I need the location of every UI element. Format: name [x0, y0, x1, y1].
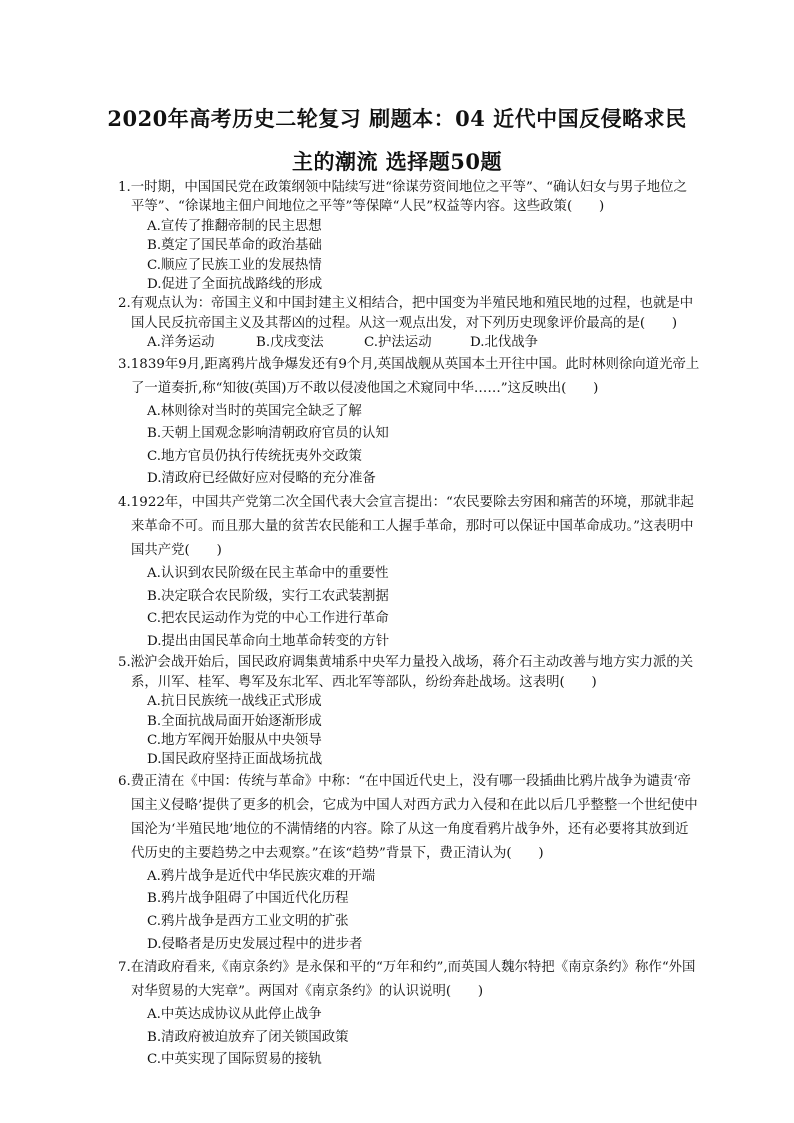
option-d: D.国民政府坚持正面战场抗战	[147, 752, 323, 768]
option-b: B.鸦片战争阻碍了中国近代化历程	[147, 891, 349, 907]
question-text: 6.费正清在《中国：传统与革命》中称：“在中国近代史上，没有哪一段插曲比鸦片战争为谴责‘帝国主义侵略’提供了更多的机会，它成为中国人对西方武力入侵和在此以后几乎整整一个世纪使中国沦为‘半殖民地’地位的不满情绪的内容。除了从这一角度看鸦片战争外，还有必要将其放到近代历史的主要趋势之中去观察。”在该“趋势”背景下，费正清认为( )	[118, 773, 698, 861]
option-c: C.地方军阀开始服从中央领导	[147, 733, 322, 749]
option-d: D.侵略者是历史发展过程中的进步者	[147, 936, 363, 952]
question-4	[118, 491, 700, 653]
question-2	[118, 294, 700, 352]
option-b: B.决定联合农民阶级，实行工农武装割据	[147, 588, 389, 604]
question-text: 4.1922年，中国共产党第二次全国代表大会宣言提出：“农民要除去穷困和痛苦的环境，那就非起来革命不可。而且那大量的贫苦农民能和工人握手革命，那时可以保证中国革命成功。”这表明中国共产党( )	[118, 495, 694, 559]
option-c: C.鸦片战争是西方工业文明的扩张	[147, 914, 349, 930]
option-c: C.顺应了民族工业的发展热情	[147, 257, 322, 273]
option-a: A.洋务运动	[147, 335, 215, 351]
document-title-line-1: 2020年高考历史二轮复习 刷题本：04 近代中国反侵略求民	[107, 106, 687, 131]
option-b: B.全面抗战局面开始逐渐形成	[147, 713, 322, 729]
question-text: 2.有观点认为：帝国主义和中国封建主义相结合，把中国变为半殖民地和殖民地的过程，也就是中国人民反抗帝国主义及其帮凶的过程。从这一观点出发，对下列历史现象评价最高的是( )	[118, 296, 694, 331]
option-b: B.清政府被迫放弃了闭关锁国政策	[147, 1029, 349, 1045]
question-5	[118, 653, 700, 769]
option-c: C.地方官员仍执行传统抚夷外交政策	[147, 448, 362, 464]
option-b: B.戊戌变法	[256, 335, 324, 351]
option-a: A.认识到农民阶级在民主革命中的重要性	[147, 566, 389, 582]
question-6	[118, 770, 700, 956]
question-text: 3.1839年9月,距离鸦片战争爆发还有9个月,英国战舰从英国本土开往中国。此时林则徐向道光帝上了一道奏折,称“知彼(英国)万不敢以侵凌他国之术窥同中华……”这反映出( )	[118, 356, 700, 396]
option-c: C.中英实现了国际贸易的接轨	[147, 1052, 322, 1068]
option-a: A.宣传了推翻帝制的民主思想	[147, 218, 322, 234]
option-d: D.北伐战争	[470, 335, 539, 351]
option-row	[118, 333, 700, 352]
question-1	[118, 178, 700, 294]
question-text: 7.在清政府看来,《南京条约》是永保和平的“万年和约”,而英国人魏尔特把《南京条约》称作“外国对华贸易的大宪章”。两国对《南京条约》的认识说明( )	[118, 960, 696, 1000]
option-d: D.提出由国民革命向土地革命转变的方针	[147, 633, 390, 649]
option-a: A.中英达成协议从此停止战争	[147, 1007, 322, 1023]
document-title-line-2: 主的潮流 选择题50题	[291, 149, 503, 174]
question-list	[118, 178, 700, 1072]
option-d: D.促进了全面抗战路线的形成	[147, 277, 323, 293]
option-a: A.林则徐对当时的英国完全缺乏了解	[147, 403, 362, 419]
option-a: A.抗日民族统一战线正式形成	[147, 694, 322, 710]
option-b: B.奠定了国民革命的政治基础	[147, 238, 322, 254]
option-a: A.鸦片战争是近代中华民族灾难的开端	[147, 868, 376, 884]
question-text: 1.一时期，中国国民党在政策纲领中陆续写进“徐谋劳资间地位之平等”、“确认妇女与男子地位之平等”、“徐谋地主佃户间地位之平等”等保障“人民”权益等内容。这些政策( )	[118, 180, 687, 215]
option-c: C.护法运动	[364, 335, 432, 351]
question-3	[118, 353, 700, 491]
question-text: 5.淞沪会战开始后，国民政府调集黄埔系中央军力量投入战场，蒋介石主动改善与地方实力派的关系，川军、桂军、粤军及东北军、西北军等部队，纷纷奔赴战场。这表明( )	[118, 655, 694, 690]
question-7	[118, 956, 700, 1072]
option-c: C.把农民运动作为党的中心工作进行革命	[147, 611, 389, 627]
option-d: D.清政府已经做好应对侵略的充分准备	[147, 471, 376, 487]
option-b: B.天朝上国观念影响清朝政府官员的认知	[147, 426, 389, 442]
